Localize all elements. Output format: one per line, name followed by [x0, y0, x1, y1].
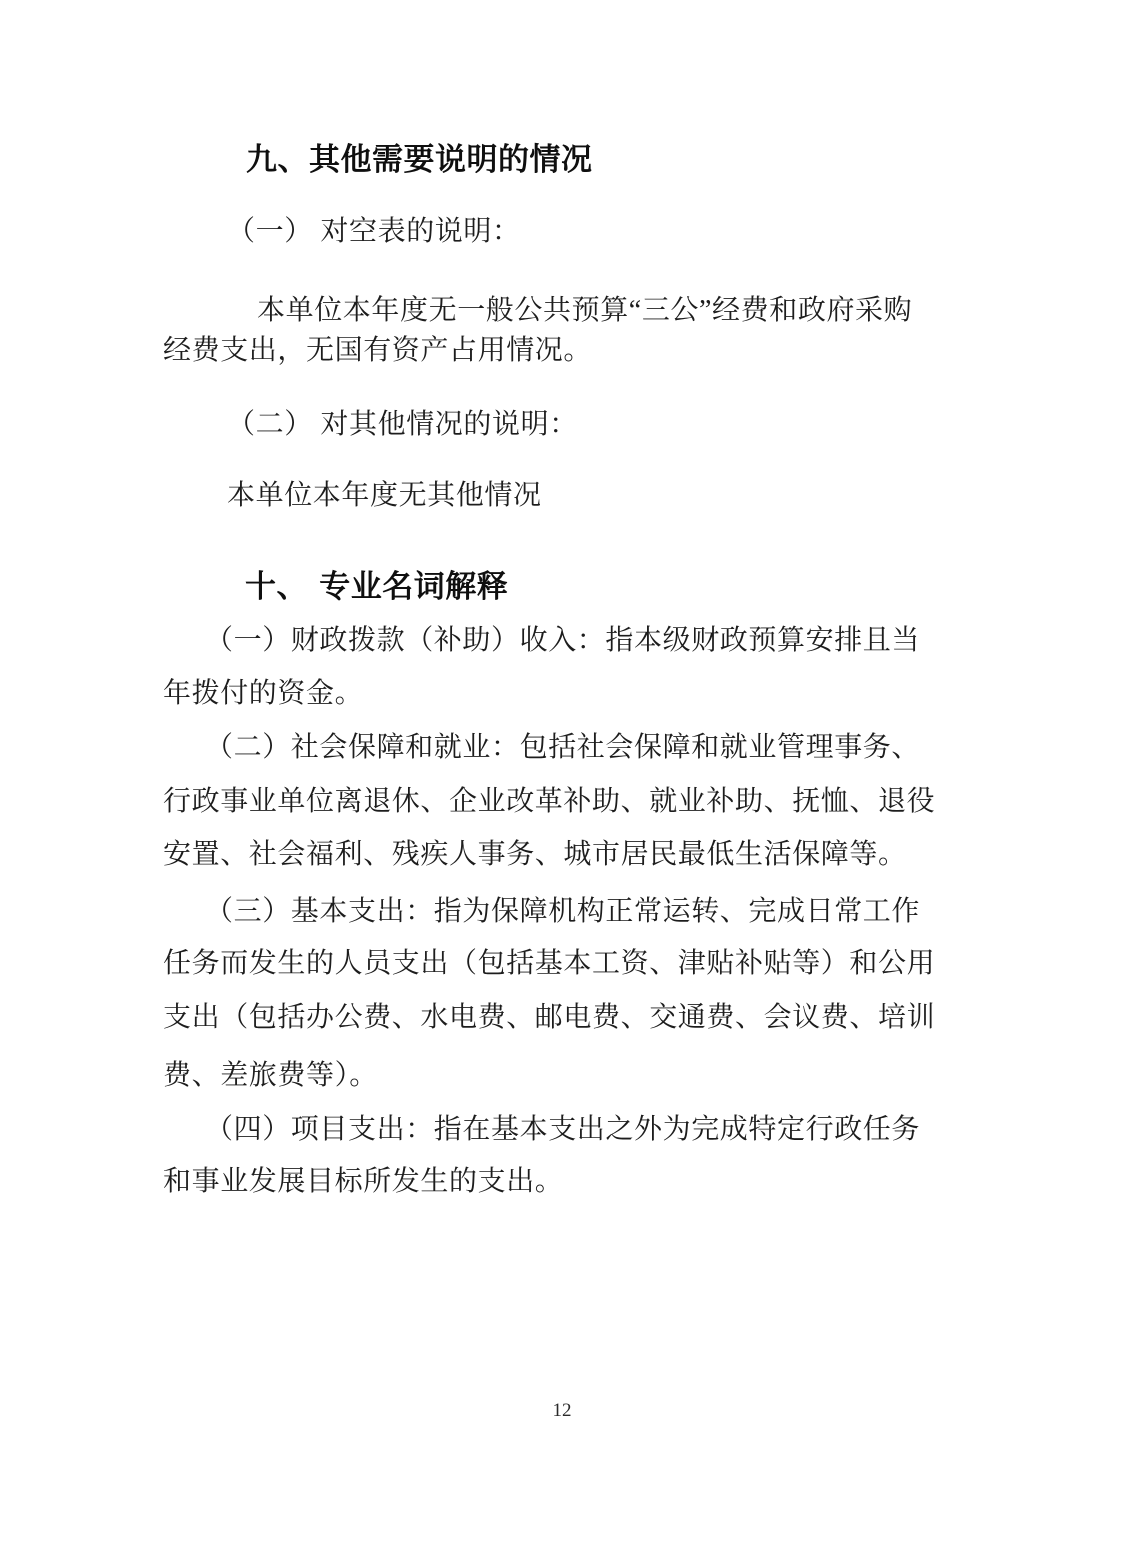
- section-nine-item-one-label: （一） 对空表的说明：: [227, 216, 521, 247]
- section-nine-item-two-label: （二） 对其他情况的说明：: [227, 409, 578, 440]
- section-nine-item-one-paragraph-line: 本单位本年度无一般公共预算“三公”经费和政府采购: [257, 295, 913, 326]
- term-three-line: 支出（包括办公费、水电费、邮电费、交通费、会议费、培训: [163, 1002, 936, 1033]
- section-nine-heading: 九、其他需要说明的情况: [246, 142, 593, 178]
- term-two-line: 安置、社会福利、残疾人事务、城市居民最低生活保障等。: [163, 839, 907, 870]
- term-four-line: （四）项目支出：指在基本支出之外为完成特定行政任务: [205, 1114, 921, 1145]
- term-three-line: （三）基本支出：指为保障机构正常运转、完成日常工作: [205, 896, 921, 927]
- term-four-line: 和事业发展目标所发生的支出。: [163, 1166, 564, 1197]
- page-number: 12: [552, 1400, 572, 1421]
- term-two-line: （二）社会保障和就业：包括社会保障和就业管理事务、: [205, 732, 921, 763]
- section-nine-item-one-paragraph-line: 经费支出，无国有资产占用情况。: [163, 335, 593, 366]
- term-two-line: 行政事业单位离退休、企业改革补助、就业补助、抚恤、退役: [163, 786, 936, 817]
- section-ten-heading: 十、 专业名词解释: [245, 569, 509, 605]
- section-nine-item-two-text: 本单位本年度无其他情况: [227, 480, 542, 511]
- term-one-line: （一）财政拨款（补助）收入：指本级财政预算安排且当: [205, 625, 921, 656]
- term-three-line: 任务而发生的人员支出（包括基本工资、津贴补贴等）和公用: [163, 948, 936, 979]
- term-one-line: 年拨付的资金。: [163, 678, 364, 709]
- term-three-line: 费、差旅费等）。: [163, 1060, 378, 1091]
